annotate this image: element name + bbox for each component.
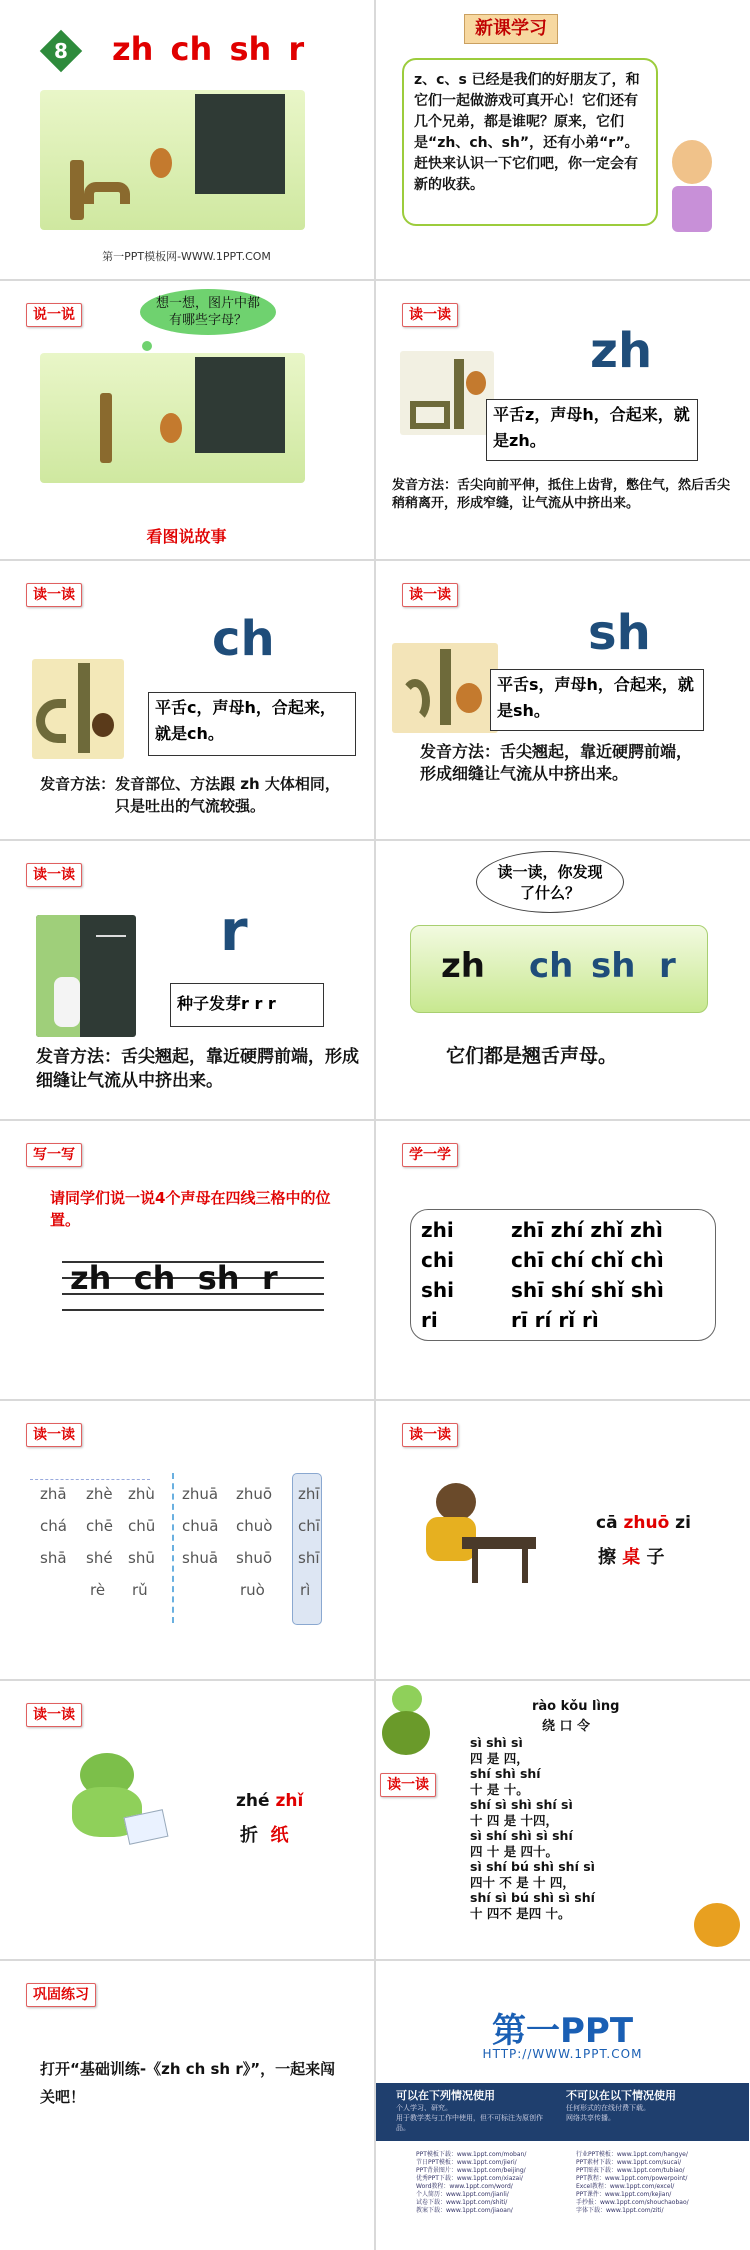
- allowed-heading: 可以在下列情况使用: [396, 2089, 495, 2102]
- monkey-figure: [160, 413, 182, 443]
- slide-tag: 读一读: [402, 583, 458, 607]
- turtle-head: [392, 1685, 422, 1713]
- letter-h-arch: [84, 182, 130, 204]
- bubble-dot: [142, 341, 152, 351]
- twister-line: 四 是 四，: [470, 1750, 529, 1766]
- twister-title: 绕 口 令: [542, 1719, 591, 1734]
- hanzi-zhe: 折: [240, 1825, 271, 1846]
- intro-paragraph: z、c、s 已经是我们的好朋友了，和它们一起做游戏可真开心！它们还有几个兄弟，都是谁呢？原来，它们是“zh、ch、sh”，还有小弟“r”。赶快来认识一下它们吧，你一定会有新的收获。: [402, 58, 658, 226]
- forbidden-list: [566, 2103, 736, 2123]
- slide-tag: 读一读: [402, 1423, 458, 1447]
- slide-4-zh[interactable]: [376, 281, 749, 559]
- twister-line: 十 是 十。: [470, 1781, 529, 1797]
- syllable-tones: zhī zhí zhǐ zhì: [511, 1218, 663, 1242]
- resource-link[interactable]: PPT图表下载：www.1ppt.com/tubiao/: [576, 2167, 685, 2174]
- slide-tag: 读一读: [402, 303, 458, 327]
- slide-7-r[interactable]: [0, 841, 373, 1119]
- resource-link[interactable]: 手抄报：www.1ppt.com/shouchaobao/: [576, 2199, 689, 2206]
- twister-line: 四十 不 是 十 四，: [470, 1874, 575, 1890]
- side-syllable: rì: [300, 1581, 311, 1599]
- pinyin-zhuo: zhuō: [623, 1513, 670, 1533]
- syllable: chuò: [236, 1517, 273, 1535]
- teacher-figure: [54, 977, 80, 1027]
- slide-tag: 读一读: [26, 863, 82, 887]
- resource-link[interactable]: Word教程：www.1ppt.com/word/: [416, 2183, 513, 2190]
- method-text: 发音方法：舌尖向前平伸，抵住上齿背，憋住气，然后舌尖稍稍离开，形成窄缝，让气流从中挤出来。: [392, 478, 731, 511]
- wiping-picture: [416, 1481, 536, 1585]
- turtle-figure: [380, 1685, 432, 1765]
- slide-8-discover[interactable]: [376, 841, 749, 1119]
- link-list-left: [416, 2151, 566, 2215]
- resource-link[interactable]: 节日PPT模板：www.1ppt.com/jieri/: [416, 2159, 517, 2166]
- hanzi-zhuo: 桌: [622, 1547, 641, 1568]
- caption: 看图说故事: [146, 527, 227, 546]
- slide-tag: 读一读: [380, 1773, 436, 1797]
- slide-15-practice[interactable]: [0, 1961, 373, 2239]
- hanzi-zi: 子: [640, 1547, 665, 1568]
- slide-3-talk[interactable]: [0, 281, 373, 559]
- practice-text: 打开“基础训练-《zh ch sh r》”，一起来闯关吧！: [40, 2060, 336, 2106]
- syllable: rǔ: [132, 1581, 148, 1599]
- syllable: shū: [128, 1549, 155, 1567]
- resource-link[interactable]: PPT课件：www.1ppt.com/kejian/: [576, 2191, 672, 2198]
- twister-lines: [470, 1735, 670, 1921]
- syllable: rè: [90, 1581, 106, 1599]
- word-hanzi: [598, 1543, 665, 1569]
- letter-z-shape: [410, 401, 450, 429]
- hanzi-zhi: 纸: [270, 1825, 289, 1846]
- resource-link[interactable]: 行业PPT模板：www.1ppt.com/hangye/: [576, 2151, 688, 2158]
- thought-bubble: 想一想，图片中都有哪些字母？: [140, 289, 276, 335]
- table-top: [462, 1537, 536, 1549]
- footer-text: 第一PPT模板网-WWW.1PPT.COM: [102, 250, 271, 263]
- letter-s-shape: [400, 679, 430, 723]
- banner-letter-r: r: [659, 946, 676, 986]
- twister-line: shí sì shì shí sì: [470, 1797, 573, 1812]
- twister-line: sì shì sì: [470, 1735, 523, 1750]
- r-picture: [36, 915, 136, 1037]
- syllable-base: zhi: [421, 1218, 454, 1242]
- frog-picture: [56, 1747, 176, 1857]
- syllable: chē: [86, 1517, 113, 1535]
- resource-link[interactable]: PPT教程：www.1ppt.com/powerpoint/: [576, 2175, 688, 2182]
- lesson-number: 8: [54, 39, 68, 63]
- syllable: zhuā: [182, 1485, 219, 1503]
- banner-letter-zh: zh: [441, 946, 485, 986]
- instruction-text: 请同学们说一说4个声母在四线三格中的位置。: [50, 1189, 331, 1229]
- slide-16-end[interactable]: [376, 1961, 749, 2239]
- slide-6-sh[interactable]: [376, 561, 749, 839]
- twister-title-pinyin: rào kǒu lìng: [532, 1699, 620, 1714]
- forbidden-heading: 不可以在以下情况使用: [566, 2089, 676, 2102]
- slide-5-ch[interactable]: [0, 561, 373, 839]
- hedgehog-figure: [92, 713, 114, 737]
- rule-box: 平舌z，声母h，合起来，就是zh。: [486, 399, 698, 461]
- syllable: shé: [86, 1549, 113, 1567]
- slide-tag: 说一说: [26, 303, 82, 327]
- brand-logo: 第一PPT: [491, 2011, 634, 2051]
- word-pinyin: [596, 1513, 691, 1533]
- letter-h-shape: [440, 649, 451, 725]
- method-text: 发音方法：舌尖翘起，靠近硬腭前端，形成细缝让气流从中挤出来。: [36, 1047, 359, 1091]
- method-text: 发音方法：发音部位、方法跟 zh 大体相同，只是吐出的气流较强。: [40, 775, 340, 815]
- syllable: ruò: [240, 1581, 265, 1599]
- twister-line: shí sì bú shì sì shí: [470, 1890, 595, 1905]
- twister-line: 十 四 是 十四，: [470, 1812, 559, 1828]
- syllable: chá: [40, 1517, 67, 1535]
- side-syllable: zhī: [298, 1485, 320, 1503]
- chalk-line: [96, 935, 126, 937]
- syllable-tones: shī shí shǐ shì: [511, 1278, 664, 1302]
- allowed-item: 个人学习、研究。: [396, 2104, 452, 2112]
- resource-link[interactable]: PPT模板下载：www.1ppt.com/moban/: [416, 2151, 527, 2158]
- rule-box: 种子发芽r r r: [170, 983, 324, 1027]
- story-picture: [40, 353, 305, 483]
- lion-figure: [694, 1903, 740, 1947]
- slide-12-wipe-table[interactable]: [376, 1401, 749, 1679]
- twister-line: 十 四不 是四 十。: [470, 1905, 571, 1921]
- rule-box: 平舌c，声母h，合起来，就是ch。: [148, 692, 356, 756]
- allowed-item: 用于教学类与工作中使用，但不可标注为原创作品。: [396, 2114, 543, 2132]
- slide-tag: 读一读: [26, 1423, 82, 1447]
- syllable: zhù: [128, 1485, 155, 1503]
- girl-dress: [672, 186, 712, 232]
- blackboard: [195, 94, 285, 194]
- monkey-head: [436, 1483, 476, 1521]
- syllable: shuā: [182, 1549, 219, 1567]
- syllable: zhè: [86, 1485, 113, 1503]
- slide-10-learn[interactable]: [376, 1121, 749, 1399]
- twister-line: sì shí shì sì shí: [470, 1828, 573, 1843]
- big-letter: zh: [590, 323, 653, 379]
- resource-link[interactable]: 优秀PPT下载：www.1ppt.com/xiazai/: [416, 2175, 523, 2182]
- monkey-figure: [150, 148, 172, 178]
- letter-h-shape: [100, 393, 112, 463]
- slide-tag: 读一读: [26, 1703, 82, 1727]
- new-lesson-tag: 新课学习: [464, 14, 558, 44]
- word-pinyin: [236, 1791, 303, 1811]
- big-letter: sh: [588, 605, 651, 661]
- banner: [410, 925, 708, 1013]
- lion-figure: [456, 683, 482, 713]
- resource-link[interactable]: 教案下载：www.1ppt.com/jiaoan/: [416, 2207, 513, 2214]
- syllable-base: chi: [421, 1248, 454, 1272]
- syllable: chū: [128, 1517, 156, 1535]
- pinyin-zi: zi: [669, 1513, 691, 1533]
- twister-line: 四 十 是 四十。: [470, 1843, 559, 1859]
- forbidden-item: 任何形式的在线付费下载。: [566, 2104, 650, 2112]
- resource-link[interactable]: Excel教程：www.1ppt.com/excel/: [576, 2183, 675, 2190]
- resource-link[interactable]: PPT背景图片：www.1ppt.com/beijing/: [416, 2167, 526, 2174]
- sh-picture: [392, 643, 498, 733]
- banner-letter-ch: ch: [529, 946, 574, 986]
- table-leg: [472, 1549, 478, 1583]
- slide-tag: 学一学: [402, 1143, 458, 1167]
- pinyin-zhe: zhé: [236, 1791, 276, 1811]
- usage-band: [376, 2083, 749, 2141]
- twister-line: shí shì shí: [470, 1766, 541, 1781]
- conclusion-text: 它们都是翘舌声母。: [446, 1045, 618, 1067]
- table-leg: [522, 1549, 528, 1583]
- rule-box: 平舌s，声母h，合起来，就是sh。: [490, 669, 704, 731]
- zh-picture: [400, 351, 494, 435]
- twister-line: sì shí bú shì shí sì: [470, 1859, 595, 1874]
- allowed-list: [396, 2103, 556, 2133]
- syllable-base: shi: [421, 1278, 454, 1302]
- syllable: shā: [40, 1549, 67, 1567]
- resource-link[interactable]: 字体下载：www.1ppt.com/ziti/: [576, 2207, 664, 2214]
- turtle-shell: [382, 1711, 430, 1755]
- monkey-figure: [466, 371, 486, 395]
- brand-url: HTTP://WWW.1PPT.COM: [482, 2047, 643, 2061]
- slide-tag: 巩固练习: [26, 1983, 96, 2007]
- big-letter: r: [220, 899, 248, 964]
- lesson-title: zh ch sh r: [112, 30, 305, 68]
- letter-c-shape: [36, 699, 66, 743]
- writing-line-4: [62, 1309, 324, 1311]
- slide-tag: 读一读: [26, 583, 82, 607]
- slide-13-fold-paper[interactable]: [0, 1681, 373, 1959]
- blackboard: [195, 357, 285, 453]
- word-hanzi: [240, 1821, 289, 1847]
- written-letters: zh ch sh r: [70, 1259, 278, 1297]
- resource-link[interactable]: 试卷下载：www.1ppt.com/shiti/: [416, 2199, 508, 2206]
- pinyin-ca: cā: [596, 1513, 624, 1533]
- syllable-tones: chī chí chǐ chì: [511, 1248, 664, 1272]
- side-syllable: chī: [298, 1517, 320, 1535]
- syllable-base: ri: [421, 1308, 438, 1332]
- method-text: 发音方法：舌尖翘起，靠近硬腭前端，形成细缝让气流从中挤出来。: [420, 742, 693, 783]
- slide-11-read-table[interactable]: [0, 1401, 373, 1679]
- slide-1-title[interactable]: [0, 0, 373, 278]
- ch-picture: [32, 659, 124, 759]
- resource-link[interactable]: PPT素材下载：www.1ppt.com/sucai/: [576, 2159, 682, 2166]
- syllable: chuā: [182, 1517, 219, 1535]
- syllable-tones: rī rí rǐ rì: [511, 1308, 599, 1332]
- syllable: zhā: [40, 1485, 67, 1503]
- slide-9-write[interactable]: [0, 1121, 373, 1399]
- slide-14-tongue-twister[interactable]: [376, 1681, 749, 1959]
- letter-h-shape: [78, 663, 90, 753]
- slide-2-intro[interactable]: [376, 0, 749, 278]
- forbidden-item: 网络共享传播。: [566, 2114, 615, 2122]
- pinyin-zhi: zhǐ: [275, 1791, 304, 1811]
- resource-link[interactable]: 个人简历：www.1ppt.com/jianli/: [416, 2191, 509, 2198]
- syllable: shuō: [236, 1549, 273, 1567]
- link-list-right: [576, 2151, 736, 2215]
- table-divider: [172, 1473, 176, 1623]
- letter-h-shape: [70, 160, 84, 220]
- syllable-table: [410, 1209, 716, 1341]
- side-syllable: shī: [298, 1549, 320, 1567]
- slide-tag: 写一写: [26, 1143, 82, 1167]
- table-rule: [30, 1479, 150, 1482]
- banner-letter-sh: sh: [591, 946, 636, 986]
- letter-h-shape: [454, 359, 464, 429]
- speech-bubble: 读一读，你发现了什么？: [476, 851, 624, 913]
- syllable: zhuō: [236, 1485, 273, 1503]
- hanzi-ca: 擦: [598, 1547, 623, 1568]
- big-letter: ch: [212, 611, 275, 667]
- story-picture: [40, 90, 305, 230]
- girl-head: [672, 140, 712, 184]
